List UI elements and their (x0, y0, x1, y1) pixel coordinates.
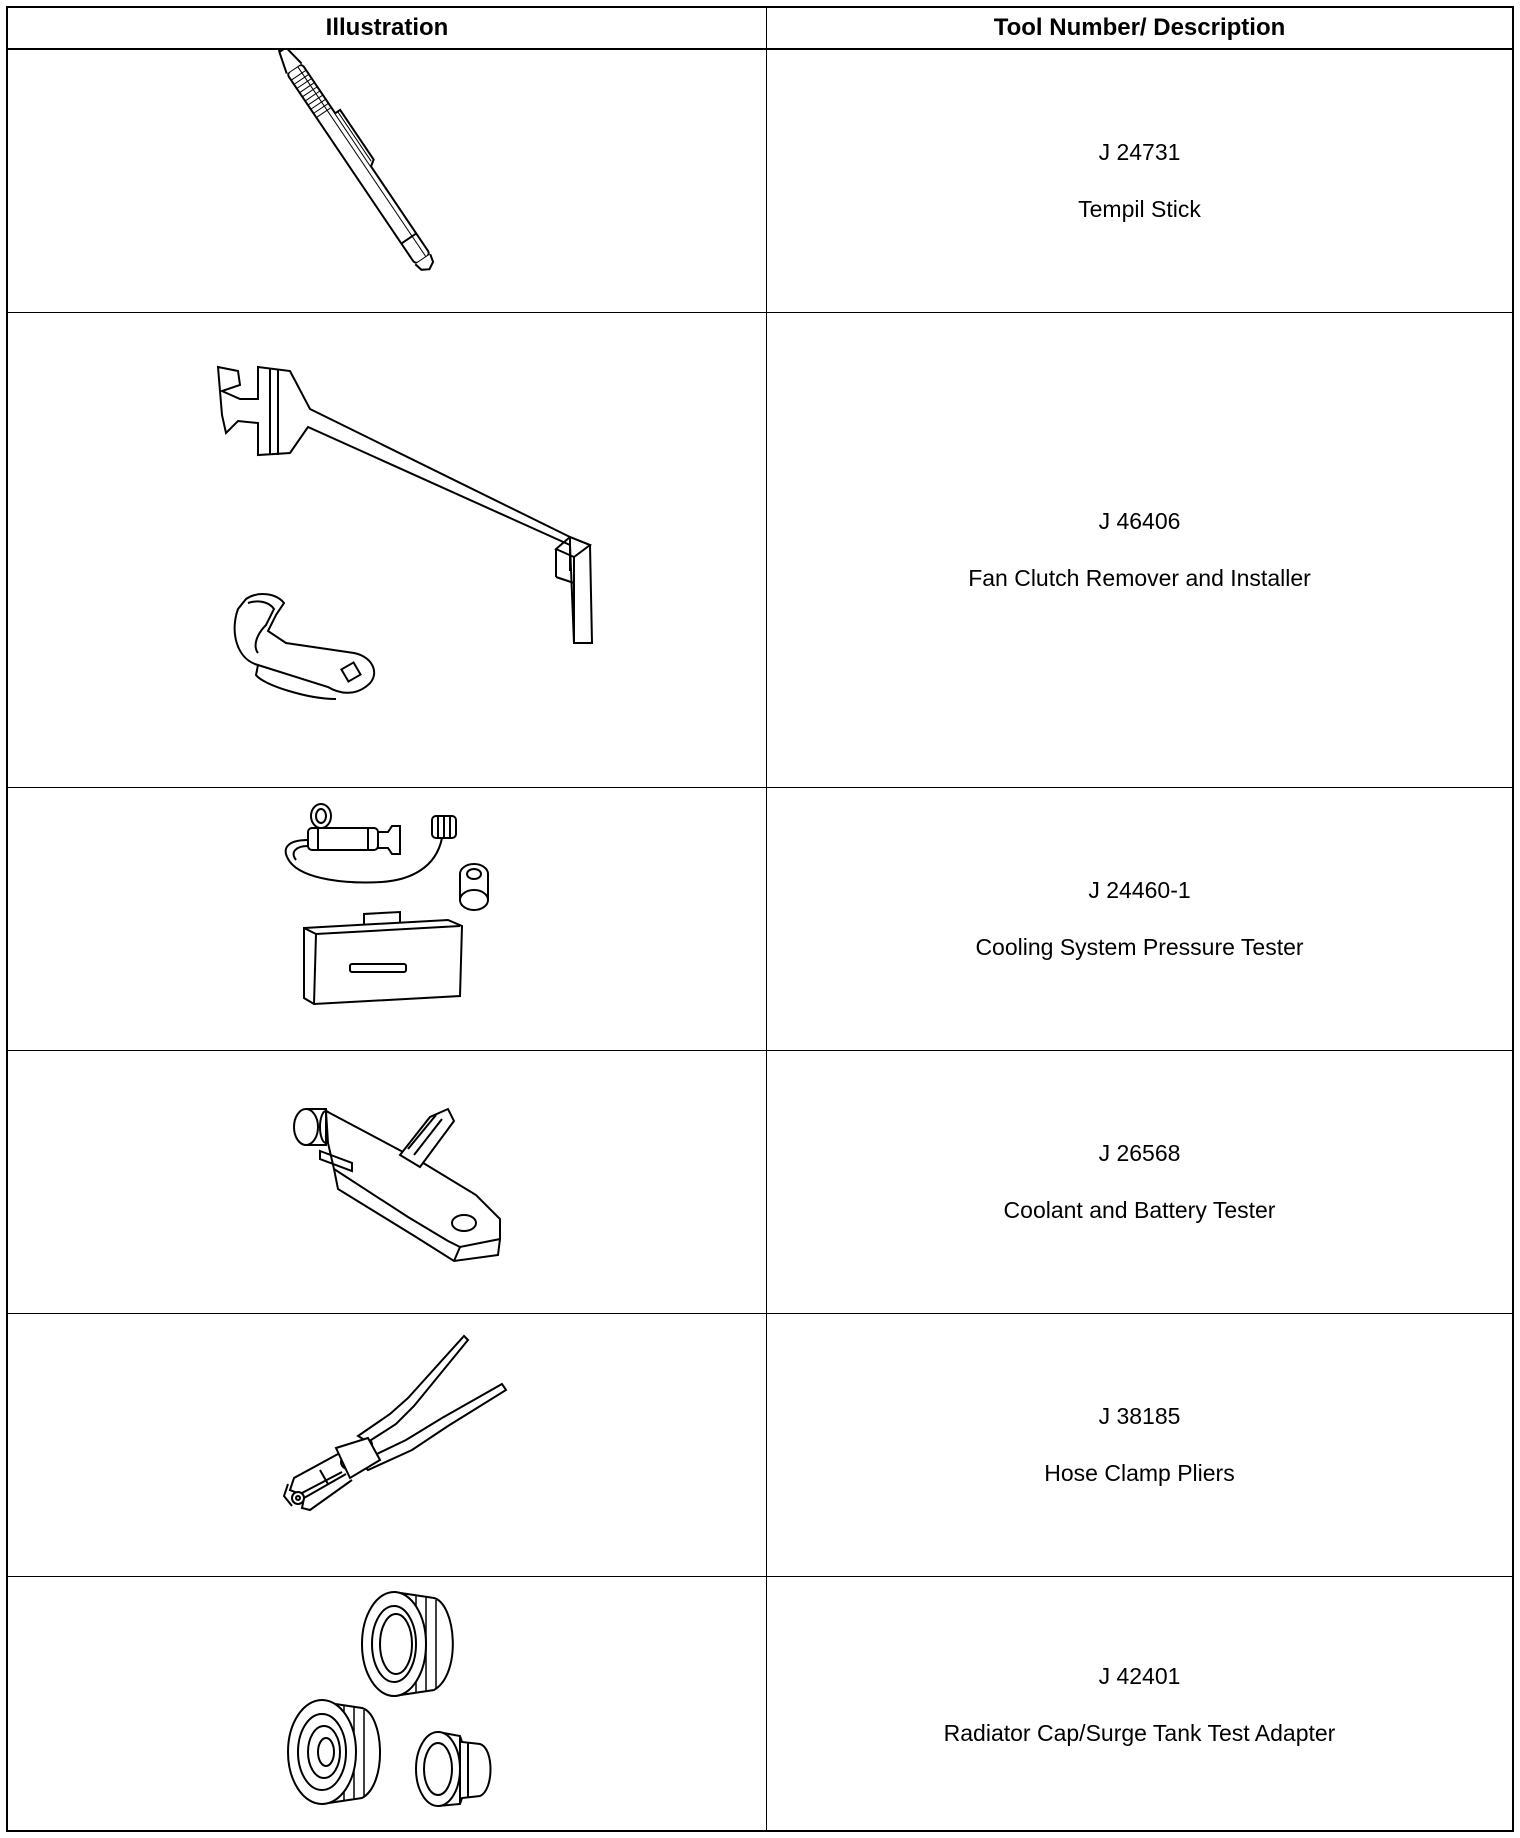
tool-description: Radiator Cap/Surge Tank Test Adapter (943, 1719, 1336, 1746)
description-cell (767, 313, 1512, 788)
tool-number: J 24731 (1098, 139, 1181, 165)
pressure-tester-icon (8, 788, 766, 1050)
header-description: Tool Number/ Description (767, 8, 1512, 50)
tempil-stick-icon (8, 50, 766, 312)
tool-description: Tempil Stick (1078, 196, 1201, 222)
hose-clamp-pliers-icon (8, 1314, 766, 1576)
tools-table (6, 6, 1514, 1832)
illustration-cell (8, 1577, 767, 1832)
refractometer-icon (8, 1051, 766, 1313)
tool-number: J 46406 (1098, 508, 1181, 534)
fan-clutch-wrench-icon (8, 313, 766, 787)
tool-description: Hose Clamp Pliers (1044, 1460, 1235, 1486)
tool-description: Coolant and Battery Tester (1003, 1197, 1276, 1223)
tool-number: J 38185 (1098, 1403, 1181, 1429)
illustration-cell (8, 788, 767, 1051)
cap-adapter-icon (8, 1578, 766, 1832)
header-illustration: Illustration (8, 8, 767, 50)
description-cell (767, 50, 1512, 313)
tool-number: J 24460-1 (1088, 877, 1191, 903)
tool-description: Cooling System Pressure Tester (975, 934, 1304, 960)
description-cell (767, 1577, 1512, 1832)
illustration-cell (8, 313, 767, 788)
tool-number: J 26568 (1098, 1140, 1181, 1166)
tool-number: J 42401 (1098, 1662, 1181, 1689)
illustration-cell (8, 50, 767, 313)
illustration-cell (8, 1051, 767, 1314)
description-cell (767, 1051, 1512, 1314)
description-cell (767, 788, 1512, 1051)
illustration-cell (8, 1314, 767, 1577)
tool-description: Fan Clutch Remover and Installer (968, 565, 1311, 591)
description-cell (767, 1314, 1512, 1577)
